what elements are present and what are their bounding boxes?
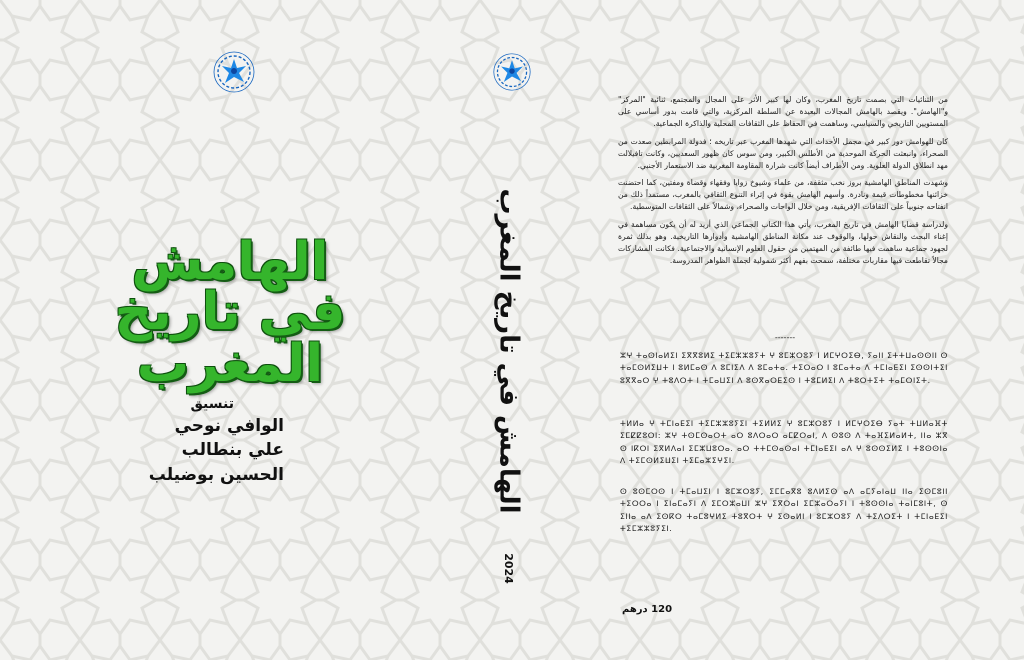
coordination-label: تنسيق — [190, 396, 234, 412]
separator: ------- — [774, 333, 796, 342]
tifinagh-paragraph: ⵣⵖ ⵜⴰⵙⵏⴰⵍⵉⵏ ⵉⴳⴳⵓⵍⵉ ⵜⵉⵎⵣⵣⵓⵢⵜ ⵖ ⵓⵎⵣⵔⵓⵢ ⵏ ⵍⵎⵖⵔⵉⴱ, ⵢⴰⵏⵏ ⵉⵜⵜⵡⴰⵙⵙⵏⵏ ⵙ ⵜⴰⵎⵙⵍⵉⵡⵜ ⵏ ⵓⵍⵎⴰⵙ ⴷ ⵓⵎⵏⵉⴷ ⴷ ⵓⵎⴰⵜⴰ. ⵜⵉⵔⴰⵔ ⵏ ⵓⵎⴰⵜⴰ ⴷ ⵜⵎⵏⴰⴹⵉⵏ ⵉⵙⵙⵏⵜⵉⵏ ⵓⴳⴳⴰⵔ ⵖ ⵜⵓⴷⵔⵜ ⵏ ⵜⵎⴰⵡⵉⵏ ⴷ ⵓⵙⴳⴰⵔⴹⵉⵙ ⵏ ⵜⵓⵎⵍⵉⵏ ⴷ ⵜⵓⵔⵜⵉⵜ ⵜⴰⵎⵔⵏⵉⵜ. — [620, 351, 948, 385]
blurb-paragraph: من الثنائيات التي بصمت تاريخ المغرب، وكان لها كبير الأثر على المجال والمجتمع، ثنائية "المركز" و"الهامش". ويقصد بالهامش المجالات البعيدة عن السلطة المركزية، والتي قامت بدور أساسي على المستويين التاريخي والسياسي، وساهمت في الحفاظ على الثقافات المحلية والذاكرة الجماعية. — [618, 95, 948, 128]
institution-logo-icon — [492, 52, 532, 92]
price-label: 120 درهم — [622, 604, 673, 615]
institution-logo-icon — [212, 50, 256, 94]
author-name: علي بنطالب — [181, 440, 284, 460]
spine-year — [498, 548, 518, 588]
back-cover-blurb — [618, 94, 948, 273]
front-cover — [0, 0, 462, 660]
blurb-paragraph: ولدراسة قضايا الهامش في تاريخ المغرب، يأتي هذا الكتاب الجماعي الذي أريد له أن يكون مساهمة في إغناء البحث والنقاش حولها، والوقوف عند مكانة المناطق الهامشية وأدوارها التاريخية. وهو بذلك ثمرة لجهود جماعية ساهمت فيها طائفة من المهتمين من حقول العلوم الإنسانية والاجتماعية. فكانت المشاركات مجالاً تقاطعت فيها مقاربات مختلفة، سمحت بفهم أكثر شمولية لجملة الظواهر المدروسة. — [618, 220, 948, 265]
tifinagh-paragraph: ⵙ ⵓⵙⵎⵔⵙ ⵏ ⵜⵎⴰⵡⵉⵏ ⵏ ⵓⵎⵣⵔⵓⵢ, ⵉⵎⵎⴰⴳⵓ ⵓⴷⵍⵉⵙ ⴰⴷ ⴰⵎⵢⴰⵏⴰⵡ ⵏⵏⴰ ⵉⵙⵎⵓⵏⵏ ⵜⵉⵔⵔⴰ ⵏ ⵉⵏⴰⵎⴰⵢⵏ ⴷ ⵉⵎⵔⵣⴰⵡⵏ ⵣⵖ ⵉⴳⵔⴰⵏ ⵉⵎⵣⴰⵔⴰⵢⵏ ⵏ ⵜⵓⵙⵙⵏⴰ ⵜⴰⵏⵎⵓⵏⵜ, ⵙ ⵉⵏⵏⴰ ⴰⴷ ⵉⵙⴽⵔ ⵜⴰⵎⵓⵖⵍⵉ ⵜⵓⴳⵔⵜ ⵖ ⵉⵙⴰⵍⵏ ⵏ ⵓⵎⵣⵔⵓⵢ ⴷ ⵜⵉⴷⵔⵉⵜ ⵏ ⵜⵎⵏⴰⴹⵉⵏ ⵜⵉⵎⵣⵣⵓⵢⵉⵏ. — [620, 487, 948, 533]
front-title-line2: في تاريخ المغرب — [114, 282, 346, 394]
spine-year-text: 2024 — [501, 552, 515, 584]
tifinagh-paragraph: ⵜⵍⵍⴰ ⵖ ⵜⵎⵏⴰⴹⵉⵏ ⵜⵉⵎⵣⵣⵓⵢⵉⵏ ⵜⵉⵍⵍⵉ ⵖ ⵓⵎⵣⵔⵓⵢ ⵏ ⵍⵎⵖⵔⵉⴱ ⵢⴰⵜ ⵜⵡⵍⴰⴼⵜ ⵉⵎⵇⵇⵓⵔⵏ: ⵣⵖ ⵜⵙⵎⵙⴰⵔⵜ ⴰⵔ ⵓⴷⵔⴰⵔ ⴰⵎⵇⵔⴰⵏ, ⴷ ⵙⵓⵙ ⴷ ⵜⴰⴼⵉⵍⴰⵍⵜ, ⵏⵏⴰ ⵣⴳ ⵙ ⵏⴽⵔⵏ ⵉⴳⵍⴷⴰⵏ ⵉⵎⵣⵡⵓⵔⴰ. ⴰⵔ ⵜⵜⵎⵙⴰⵙⴰⵏ ⵜⵎⵏⴰⴹⵉⵏ ⴰⴷ ⵖ ⵓⵙⵙⵉⵍⵉ ⵏ ⵜⵓⵙⵙⵏⴰ ⴷ ⵜⵉⵎⵙⵍⵉⵡⵉⵏ ⵜⵉⵎⴰⵣⵉⵖⵉⵏ. — [620, 419, 948, 465]
front-title-line1: الهامش — [131, 232, 329, 292]
spine-title — [488, 188, 528, 514]
blurb-paragraph: كان للهوامش دور كبير في مجمل الأحداث التي شهدها المغرب عبر تاريخه ؛ فدولة المرابطين صعدت من الصحراء، وانبعثت الحركة الموحدية من الأطلس الكبير، ومن سوس كان ظهور السعديين، وكانت تافيلالت مهد انطلاق الدولة العلوية. ومن الأطراف أيضاً كانت شرارة المقاومة المغربية ضد الاستعمار الأجنبي. — [618, 136, 948, 170]
blurb-paragraph: وشهدت المناطق الهامشية بروز نخب مثقفة، من علماء وشيوخ زوايا وفقهاء وقضاة ومفتين، كما احتضنت خزائنها مخطوطات قيمة ونادرة. وأسهم الهامش بقوة في إثراء التنوع الثقافي بالمغرب، مستمداً ذلك من انفتاحه جنوبياً على الثقافات الإفريقية، ومن خلال الواحات والصحراء، وشمالاً على الثقافات المتوسطية. — [618, 178, 948, 212]
author-name: الوافي نوحي — [174, 416, 284, 436]
spine-title-text: الهامش في تاريخ المغرب — [493, 188, 524, 514]
author-name: الحسين بوضيلب — [148, 465, 284, 485]
